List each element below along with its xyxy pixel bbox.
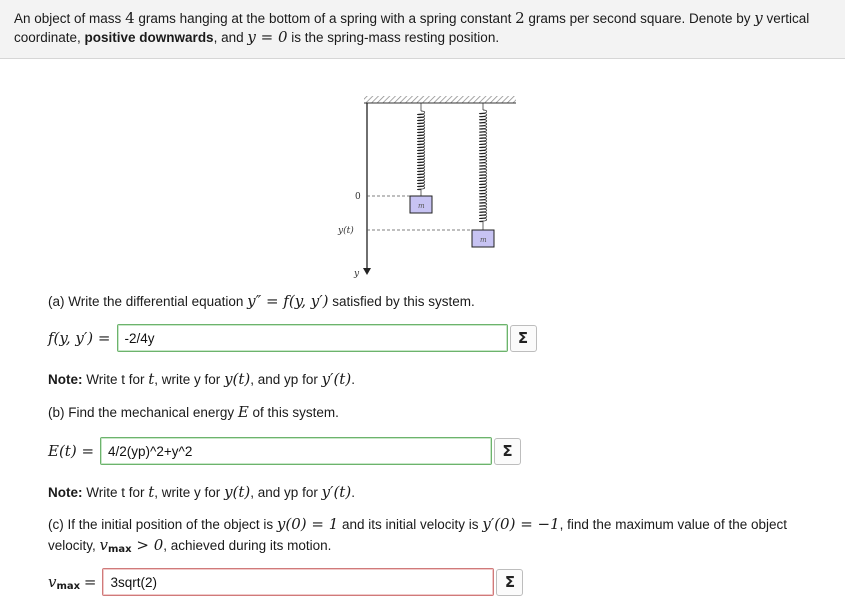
part-c-label: $v_{max}$ =	[48, 572, 97, 592]
spring-1	[417, 103, 425, 196]
part-c-equation-editor-button[interactable]	[496, 569, 523, 596]
intro-text: grams per second square. Denote by	[524, 11, 755, 26]
part-b-question: (b) Find the mechanical energy E of this system.	[48, 403, 339, 421]
note-1: Note: Write t for t, write y for y(t), and yp for y′(t).	[48, 370, 355, 388]
part-a-question: (a) Write the differential equation y″ = f(y, y′) satisfied by this system.	[48, 292, 475, 310]
sigma-icon: Σ	[502, 442, 513, 460]
part-b-label: E(t) =	[48, 442, 95, 460]
intro-text: is the spring-mass resting position.	[287, 30, 500, 45]
resting-position-equation: y = 0	[247, 28, 288, 46]
part-a-equation-editor-button[interactable]	[510, 325, 537, 352]
intro-text: , and	[213, 30, 248, 45]
ceiling-hatch	[364, 96, 516, 103]
mass-value: 4	[125, 9, 135, 27]
part-b-equation-editor-button[interactable]	[494, 438, 521, 465]
spring-mass-diagram	[330, 93, 530, 283]
mass-label-2: m	[480, 236, 487, 244]
part-a-answer-input[interactable]: -2/4y	[117, 324, 508, 352]
sigma-icon: Σ	[504, 573, 516, 591]
part-a-label: f(y, y′) =	[48, 329, 111, 347]
y-axis-label: y	[354, 269, 360, 279]
spring-2	[479, 103, 487, 230]
energy-variable: E	[237, 403, 249, 421]
note-2: Note: Write t for t, write y for y(t), and yp for y′(t).	[48, 483, 355, 501]
positive-downwards-text: positive downwards	[84, 30, 214, 45]
sigma-icon: Σ	[517, 329, 529, 347]
part-b-answer-input[interactable]: 4/2(yp)^2+y^2	[100, 437, 492, 465]
y-variable: y	[754, 9, 763, 27]
part-c-answer-input[interactable]: 3sqrt(2)	[102, 568, 494, 596]
intro-text: vertical coordinate,	[14, 11, 810, 45]
mass-label-1: m	[418, 202, 425, 210]
part-c-answer-row	[48, 568, 523, 596]
initial-velocity: y′(0) = −1	[482, 515, 560, 533]
part-a-answer-row	[48, 324, 537, 352]
part-c-question: (c) If the initial position of the object is y(0) = 1 and its initial velocity is y′(0) = −1, find the maximum value of the object velocity, $v_{max} > 0$, achieved during its motion.	[48, 515, 788, 555]
part-b-answer-row	[48, 437, 521, 465]
problem-statement	[0, 0, 845, 59]
y-axis-arrow	[363, 268, 371, 275]
intro-text: An object of mass	[14, 11, 126, 26]
spring-constant-value: 2	[515, 9, 525, 27]
yt-label: y(t)	[338, 226, 354, 236]
initial-position: y(0) = 1	[276, 515, 339, 533]
ode-expression: y″ = f(y, y′)	[247, 292, 329, 310]
intro-text: grams hanging at the bottom of a spring with a spring constant	[134, 11, 516, 26]
zero-label: 0	[355, 192, 361, 202]
